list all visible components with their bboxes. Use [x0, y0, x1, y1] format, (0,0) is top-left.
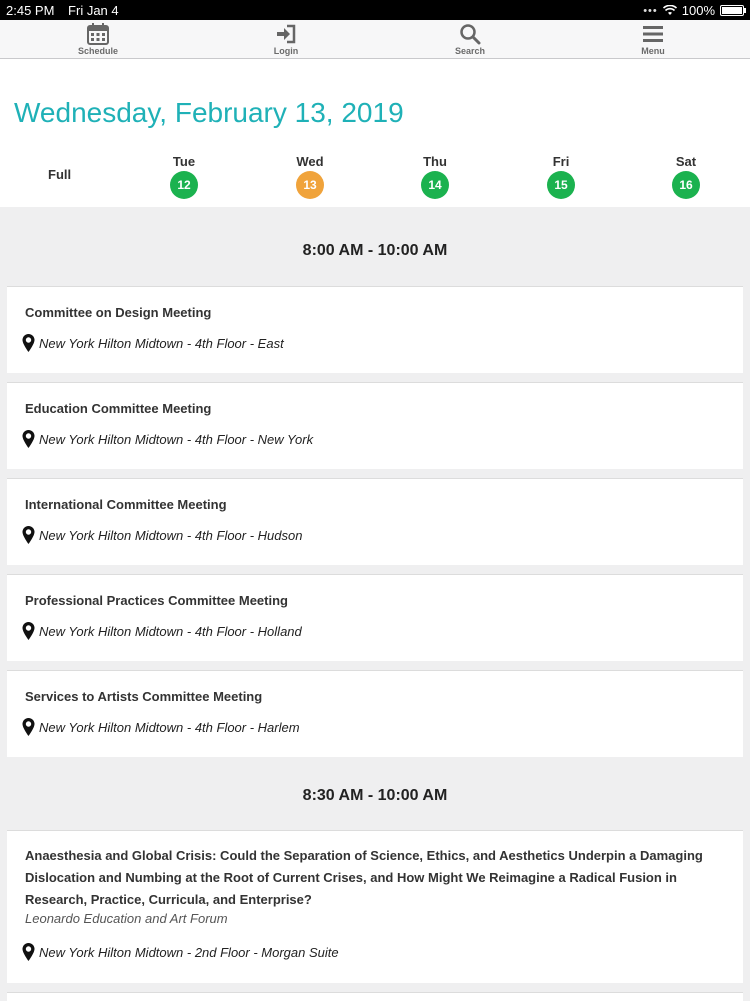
multitasking-dots-icon: ••• — [643, 4, 658, 17]
login-icon — [275, 23, 297, 45]
day-name: Wed — [296, 154, 324, 169]
location-pin-icon — [22, 430, 35, 448]
event-location-text: New York Hilton Midtown - 4th Floor - Holland — [39, 623, 302, 639]
battery-icon — [720, 5, 744, 16]
login-button[interactable] — [246, 23, 326, 56]
event-title: Education Committee Meeting — [25, 401, 212, 416]
wifi-icon — [663, 5, 677, 16]
day-tab-fri[interactable] — [531, 154, 591, 199]
schedule-button[interactable] — [58, 23, 138, 56]
event-location-text: New York Hilton Midtown - 4th Floor - Harlem — [39, 719, 300, 735]
schedule-header — [0, 59, 750, 207]
menu-button[interactable] — [613, 23, 693, 56]
day-tab-tue[interactable] — [154, 154, 214, 199]
event-location — [22, 526, 302, 544]
event-location — [22, 622, 302, 640]
day-name: Sat — [675, 154, 697, 169]
event-card[interactable] — [7, 286, 743, 373]
page-title: Wednesday, February 13, 2019 — [14, 97, 404, 128]
status-bar — [0, 0, 750, 20]
search-button[interactable] — [430, 23, 510, 56]
day-number: 14 — [421, 171, 449, 199]
event-card[interactable] — [7, 670, 743, 757]
day-number: 15 — [547, 171, 575, 199]
schedule-label: Schedule — [77, 46, 118, 56]
location-pin-icon — [22, 622, 35, 640]
day-name: Tue — [172, 154, 196, 169]
event-location — [22, 943, 339, 961]
day-tab-thu[interactable] — [405, 154, 465, 199]
event-title: Committee on Design Meeting — [25, 305, 212, 320]
event-location-text: New York Hilton Midtown - 4th Floor - East — [39, 335, 284, 351]
event-title: Anaesthesia and Global Crisis: Could the Separation of Science, Ethics, and Aesthetics Underpin a Damaging Dislocation and Numbing at the Root of Current Crises, and How Might We Reimagine a Radical Fusion in Research, Practice, Curricula, and Enterprise? — [25, 848, 703, 907]
event-location — [22, 334, 284, 352]
location-pin-icon — [22, 526, 35, 544]
event-card[interactable] — [7, 478, 743, 565]
event-subtitle: Leonardo Education and Art Forum — [25, 911, 228, 926]
day-name: Thu — [423, 154, 447, 169]
event-location — [22, 718, 300, 736]
event-title: Professional Practices Committee Meeting — [25, 593, 288, 608]
event-card[interactable] — [7, 830, 743, 983]
search-label: Search — [454, 46, 486, 56]
location-pin-icon — [22, 334, 35, 352]
event-location-text: New York Hilton Midtown - 4th Floor - Hudson — [39, 527, 303, 543]
day-name: Fri — [552, 154, 570, 169]
status-date: Fri Jan 4 — [68, 3, 119, 18]
full-schedule-tab[interactable]: Full — [48, 167, 72, 182]
event-title: International Committee Meeting — [25, 497, 227, 512]
day-number: 12 — [170, 171, 198, 199]
menu-label: Menu — [641, 46, 665, 56]
battery-percent: 100% — [681, 3, 715, 18]
event-title: Services to Artists Committee Meeting — [25, 689, 263, 704]
event-location — [22, 430, 313, 448]
event-card[interactable] — [7, 382, 743, 469]
time-slot-header: 8:00 AM - 10:00 AM — [302, 242, 448, 259]
day-number: 13 — [296, 171, 324, 199]
status-time: 2:45 PM — [6, 3, 55, 18]
menu-icon — [642, 23, 664, 45]
top-toolbar — [0, 20, 750, 59]
search-icon — [459, 23, 481, 45]
day-tab-wed[interactable] — [280, 154, 340, 199]
event-card[interactable] — [7, 574, 743, 661]
event-location-text: New York Hilton Midtown - 4th Floor - New York — [39, 431, 314, 447]
calendar-icon — [87, 23, 109, 45]
event-location-text: New York Hilton Midtown - 2nd Floor - Morgan Suite — [39, 944, 339, 960]
day-tab-sat[interactable] — [656, 154, 716, 199]
login-label: Login — [273, 46, 299, 56]
location-pin-icon — [22, 943, 35, 961]
location-pin-icon — [22, 718, 35, 736]
day-number: 16 — [672, 171, 700, 199]
time-slot-header: 8:30 AM - 10:00 AM — [302, 787, 448, 804]
